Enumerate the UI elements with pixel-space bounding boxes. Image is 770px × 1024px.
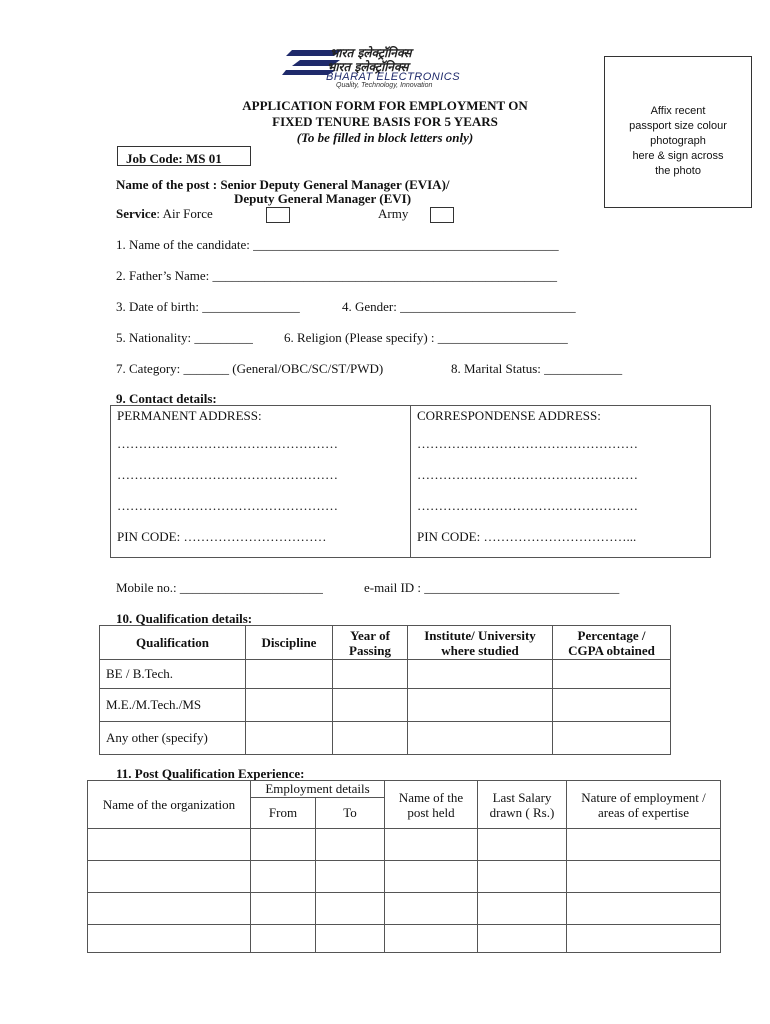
address-line[interactable]: ……………………………………………	[117, 467, 338, 482]
exp-header-employment: Employment details	[251, 781, 385, 798]
table-cell[interactable]	[251, 861, 316, 893]
table-row	[88, 893, 721, 925]
exp-header-from: From	[251, 798, 316, 829]
qual-header-qualification: Qualification	[100, 626, 246, 660]
table-cell[interactable]	[553, 722, 671, 755]
form-title-line2: FIXED TENURE BASIS FOR 5 YEARS	[272, 114, 498, 129]
qual-header-discipline: Discipline	[246, 626, 333, 660]
army-checkbox[interactable]	[430, 207, 454, 223]
qual-row-label: Any other (specify)	[100, 722, 246, 755]
photo-instruction: the photo	[655, 165, 701, 177]
table-row	[100, 722, 671, 755]
table-cell[interactable]	[553, 660, 671, 689]
table-row	[100, 660, 671, 689]
table-cell[interactable]	[385, 829, 478, 861]
exp-header-post: Name of the post held	[385, 781, 478, 829]
job-code-box: Job Code: MS 01	[117, 146, 251, 166]
post-name-line1: Name of the post : Senior Deputy General Manager (EVIA)/	[116, 177, 450, 192]
qualification-heading: 10. Qualification details:	[116, 611, 253, 626]
table-cell[interactable]	[408, 722, 553, 755]
photo-instruction: Affix recent	[650, 105, 706, 117]
service-option-airforce: Air Force	[162, 206, 213, 221]
address-line[interactable]: ……………………………………………	[417, 498, 638, 513]
permanent-address-label: PERMANENT ADDRESS:	[117, 408, 262, 423]
table-row	[88, 861, 721, 893]
pin-code-correspondence[interactable]: PIN CODE: ……………………………...	[417, 529, 637, 544]
qualification-table	[99, 625, 671, 755]
experience-heading: 11. Post Qualification Experience:	[116, 766, 305, 781]
logo-english-text: BHARAT ELECTRONICS	[326, 71, 461, 83]
qual-row-label: M.E./M.Tech./MS	[100, 689, 246, 722]
logo-hindi-text: भारत इलेक्ट्रॉनिक्स	[330, 46, 412, 60]
table-row	[88, 925, 721, 953]
address-table	[110, 405, 711, 558]
table-cell[interactable]	[88, 829, 251, 861]
address-line[interactable]: ……………………………………………	[417, 467, 638, 482]
experience-table	[87, 780, 721, 953]
dob-field[interactable]: 3. Date of birth: _______________	[116, 299, 300, 314]
permanent-address-cell[interactable]	[111, 406, 411, 558]
table-cell[interactable]	[333, 660, 408, 689]
table-row	[100, 689, 671, 722]
photo-box[interactable]	[604, 56, 752, 208]
exp-header-to: To	[316, 798, 385, 829]
table-cell[interactable]	[316, 893, 385, 925]
table-cell[interactable]	[88, 893, 251, 925]
table-cell[interactable]	[88, 861, 251, 893]
qual-row-label: BE / B.Tech.	[100, 660, 246, 689]
table-cell[interactable]	[251, 893, 316, 925]
qual-header-percentage: Percentage / CGPA obtained	[553, 626, 671, 660]
photo-instruction: passport size colour	[629, 120, 727, 132]
father-name-field[interactable]: 2. Father’s Name: _____________________________________________________	[116, 268, 558, 283]
table-cell[interactable]	[385, 861, 478, 893]
service-label: Service	[116, 206, 157, 221]
table-cell[interactable]	[567, 861, 721, 893]
photo-instruction: here & sign across	[632, 150, 724, 162]
table-cell[interactable]	[246, 660, 333, 689]
table-cell[interactable]	[316, 925, 385, 953]
table-cell[interactable]	[567, 829, 721, 861]
mobile-field[interactable]: Mobile no.: ______________________	[116, 580, 323, 595]
table-cell[interactable]	[408, 689, 553, 722]
table-cell[interactable]	[333, 689, 408, 722]
marital-status-field[interactable]: 8. Marital Status: ____________	[451, 361, 623, 376]
table-cell[interactable]	[478, 893, 567, 925]
exp-header-organization: Name of the organization	[88, 781, 251, 829]
table-cell[interactable]	[553, 689, 671, 722]
address-line[interactable]: ……………………………………………	[117, 498, 338, 513]
table-cell[interactable]	[385, 925, 478, 953]
table-cell[interactable]	[385, 893, 478, 925]
post-name-line2: Deputy General Manager (EVI)	[234, 191, 412, 206]
candidate-name-field[interactable]: 1. Name of the candidate: _______________________________________________	[116, 237, 559, 252]
qual-header-institute: Institute/ University where studied	[408, 626, 553, 660]
category-field[interactable]: 7. Category: _______ (General/OBC/SC/ST/PWD)	[116, 361, 384, 376]
contact-heading: 9. Contact details:	[116, 391, 217, 406]
table-row	[88, 829, 721, 861]
airforce-checkbox[interactable]	[266, 207, 290, 223]
photo-instruction: photograph	[650, 135, 706, 147]
pin-code-permanent[interactable]: PIN CODE: ……………………………	[117, 529, 327, 544]
table-cell[interactable]	[246, 689, 333, 722]
address-line[interactable]: ……………………………………………	[417, 436, 638, 451]
service-row: Service: Air Force	[116, 206, 213, 221]
correspondence-address-cell[interactable]	[411, 406, 711, 558]
table-cell[interactable]	[316, 829, 385, 861]
gender-field[interactable]: 4. Gender: ___________________________	[342, 299, 576, 314]
exp-header-nature: Nature of employment / areas of expertise	[567, 781, 721, 829]
table-cell[interactable]	[408, 660, 553, 689]
exp-header-salary: Last Salary drawn ( Rs.)	[478, 781, 567, 829]
logo-hindi-text-2: भारत इलेक्ट्रॉनिक्स	[327, 60, 409, 74]
table-cell[interactable]	[333, 722, 408, 755]
form-title-line1: APPLICATION FORM FOR EMPLOYMENT ON	[242, 98, 528, 113]
table-cell[interactable]	[88, 925, 251, 953]
correspondence-address-label: CORRESPONDENSE ADDRESS:	[417, 408, 601, 423]
table-cell[interactable]	[478, 925, 567, 953]
qual-header-year: Year of Passing	[333, 626, 408, 660]
table-cell[interactable]	[478, 829, 567, 861]
table-cell[interactable]	[246, 722, 333, 755]
table-cell[interactable]	[316, 861, 385, 893]
form-subtitle: (To be filled in block letters only)	[296, 130, 474, 145]
table-cell[interactable]	[251, 925, 316, 953]
table-cell[interactable]	[567, 893, 721, 925]
table-cell[interactable]	[478, 861, 567, 893]
table-cell[interactable]	[567, 925, 721, 953]
email-field[interactable]: e-mail ID : ______________________________	[364, 580, 620, 595]
religion-field[interactable]: 6. Religion (Please specify) : ____________________	[284, 330, 568, 345]
address-line[interactable]: ……………………………………………	[117, 436, 338, 451]
service-option-army: Army	[378, 206, 409, 221]
table-cell[interactable]	[251, 829, 316, 861]
logo-tagline: Quality, Technology, Innovation	[336, 82, 433, 89]
nationality-field[interactable]: 5. Nationality: _________	[116, 330, 253, 345]
